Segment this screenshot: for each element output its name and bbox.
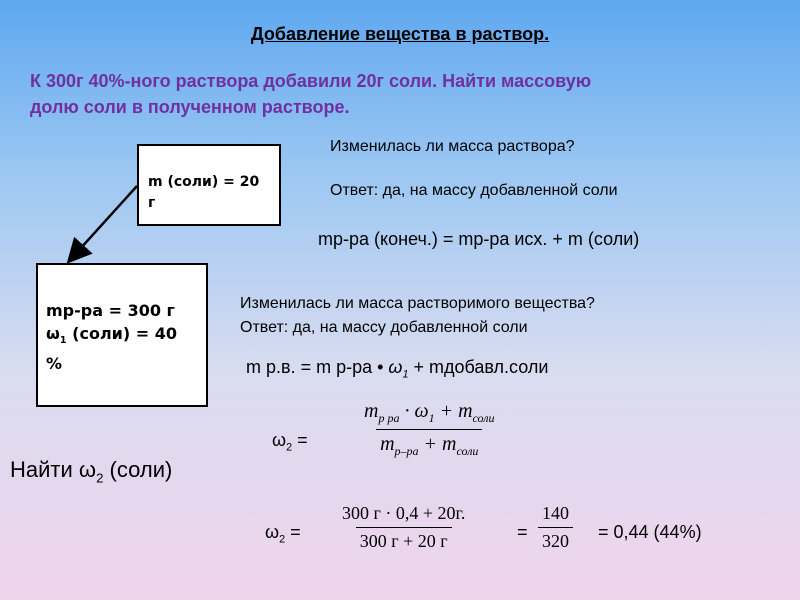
equation-solution-mass: mр-ра (конеч.) = mр-ра исх. + m (соли) bbox=[318, 229, 640, 249]
problem-line-2: долю соли в полученном растворе. bbox=[30, 97, 350, 117]
equation-solute-mass: m р.в. = m р-ра • $\omega_1$ + mдобавл.соли bbox=[246, 357, 549, 381]
given-solution-box bbox=[36, 263, 208, 407]
find-omega2: Найти $\omega_2$ (соли) bbox=[10, 457, 173, 486]
given-omega1-unit: % bbox=[46, 354, 63, 374]
formula-omega2-lhs: $\omega_2$ = bbox=[272, 430, 308, 454]
problem-statement bbox=[30, 68, 770, 120]
question-2: Изменилась ли масса растворимого вещества? bbox=[240, 295, 595, 312]
problem-line-1: К 300г 40%-ного раствора добавили 20г соли. Найти массовую bbox=[30, 71, 592, 91]
given-solution-mass: mр-ра = 300 г bbox=[46, 301, 175, 320]
formula-result: = 0,44 (44%) bbox=[598, 522, 702, 542]
question-1: Изменилась ли масса раствора? bbox=[330, 138, 575, 155]
page-title: Добавление вещества в раствор. bbox=[250, 24, 550, 44]
formula-omega2-fraction: $\frac{m_{р ра} \cdot \omega_1 + m_{соли}}{m_{р-ра} + m_{соли}}$ bbox=[364, 400, 495, 458]
formula-omega2-calc-lhs: $\omega_2$ = bbox=[265, 522, 301, 546]
formula-equals: = bbox=[517, 522, 528, 542]
answer-2: Ответ: да, на массу добавленной соли bbox=[240, 319, 528, 336]
formula-simplified-fraction: $\frac{140}{320}$ bbox=[538, 503, 573, 552]
given-omega1: $\omega_1$ (соли) = 40 bbox=[46, 324, 178, 347]
given-salt-unit: г bbox=[148, 195, 156, 211]
given-salt-mass: m (соли) = 20 bbox=[148, 174, 260, 190]
given-salt-box bbox=[137, 144, 281, 226]
formula-calc-fraction: $\frac{300 г \cdot 0,4 + 20г.}{300 г + 20 г}$ bbox=[342, 503, 466, 551]
answer-1: Ответ: да, на массу добавленной соли bbox=[330, 182, 618, 199]
